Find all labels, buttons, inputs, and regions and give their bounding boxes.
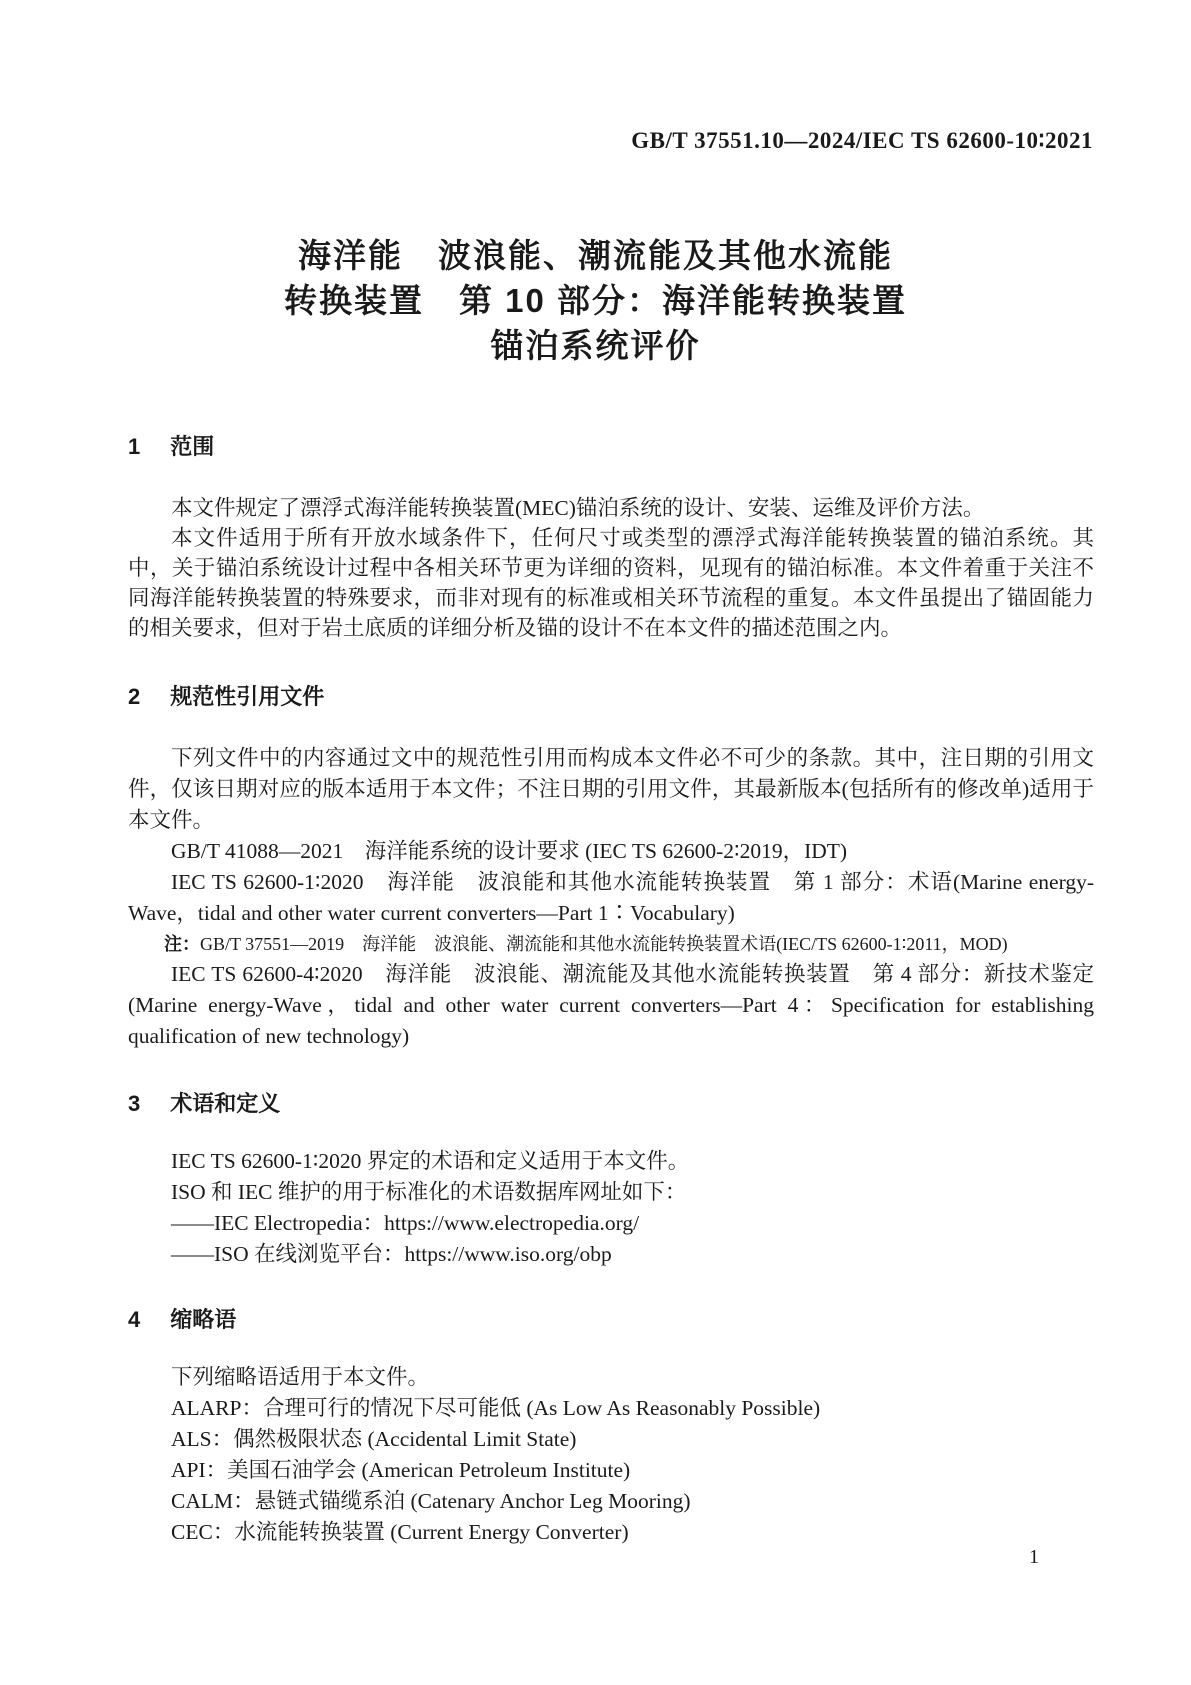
terms-database-item-1: ——IEC Electropedia：https://www.electropedia.org/	[171, 1211, 640, 1235]
reference-entry-3: IEC TS 62600-4∶2020 海洋能 波浪能、潮流能及其他水流能转换装置 第 4 部分：新技术鉴定 (Marine energy-Wave，tidal and other water current converters—Part 4：Specification for establishing qualification of new technology)	[128, 962, 1094, 1048]
section-2-title: 规范性引用文件	[170, 684, 325, 709]
scope-paragraph-2: 本文件适用于所有开放水域条件下，任何尺寸或类型的漂浮式海洋能转换装置的锚泊系统。其中，关于锚泊系统设计过程中各相关环节更为详细的资料，见现有的锚泊标准。本文件着重于关注不同海洋能转换装置的特殊要求，而非对现有的标准或相关环节流程的重复。本文件虽提出了锚固能力的相关要求，但对于岩土底质的详细分析及锚的设计不在本文件的描述范围之内。	[128, 526, 1094, 640]
terms-paragraph-1: IEC TS 62600-1∶2020 界定的术语和定义适用于本文件。	[171, 1149, 690, 1173]
document-title-line-3: 锚泊系统评价	[490, 327, 701, 364]
reference-entry-2: IEC TS 62600-1∶2020 海洋能 波浪能和其他水流能转换装置 第 1 部分：术语(Marine energy-Wave，tidal and other water current converters—Part 1∶Vocabulary)	[128, 870, 1094, 925]
page-number: 1	[1029, 1546, 1039, 1568]
section-2-heading	[128, 683, 1094, 711]
abbreviations-intro: 下列缩略语适用于本文件。	[171, 1365, 430, 1389]
section-4-heading	[128, 1306, 1094, 1334]
section-4-number: 4	[128, 1307, 141, 1332]
standard-code-header: GB/T 37551.10—2024/IEC TS 62600-10∶2021	[631, 128, 1093, 153]
note-text: GB/T 37551—2019 海洋能 波浪能、潮流能和其他水流能转换装置术语(IEC/TS 62600-1∶2011，MOD)	[200, 934, 1008, 954]
section-2-number: 2	[128, 684, 141, 709]
section-3-number: 3	[128, 1091, 141, 1116]
reference-entry-1: GB/T 41088—2021 海洋能系统的设计要求 (IEC TS 62600-2∶2019，IDT)	[171, 839, 848, 863]
normative-references	[128, 743, 1094, 1052]
section-3-title: 术语和定义	[170, 1091, 281, 1116]
abbreviation-item-api: API：美国石油学会 (American Petroleum Institute)	[171, 1458, 631, 1482]
section-3-heading	[128, 1090, 1094, 1118]
document-title-line-1: 海洋能 波浪能、潮流能及其他水流能	[298, 237, 893, 274]
note-label: 注：	[164, 934, 200, 954]
document-body	[128, 433, 1094, 1548]
document-title	[0, 233, 1191, 368]
abbreviation-item-als: ALS：偶然极限状态 (Accidental Limit State)	[171, 1427, 577, 1451]
abbreviation-item-cec: CEC：水流能转换装置 (Current Energy Converter)	[171, 1520, 629, 1544]
abbreviation-item-calm: CALM：悬链式锚缆系泊 (Catenary Anchor Leg Mooring)	[171, 1489, 691, 1513]
section-4-title: 缩略语	[170, 1307, 237, 1332]
scope-paragraph-1: 本文件规定了漂浮式海洋能转换装置(MEC)锚泊系统的设计、安装、运维及评价方法。	[171, 496, 985, 520]
terms-database-item-2: ——ISO 在线浏览平台：https://www.iso.org/obp	[171, 1242, 612, 1266]
references-intro-paragraph: 下列文件中的内容通过文中的规范性引用而构成本文件必不可少的条款。其中，注日期的引用文件，仅该日期对应的版本适用于本文件；不注日期的引用文件，其最新版本(包括所有的修改单)适用于本文件。	[128, 746, 1094, 832]
document-title-line-2: 转换装置 第 10 部分：海洋能转换装置	[283, 282, 908, 319]
abbreviation-item-alarp: ALARP：合理可行的情况下尽可能低 (As Low As Reasonably Possible)	[171, 1396, 821, 1420]
section-1-heading	[128, 433, 1094, 461]
reference-note	[128, 929, 1094, 959]
section-1-number: 1	[128, 434, 141, 459]
terms-paragraph-2: ISO 和 IEC 维护的用于标准化的术语数据库网址如下：	[171, 1180, 687, 1204]
section-1-title: 范围	[170, 434, 215, 459]
